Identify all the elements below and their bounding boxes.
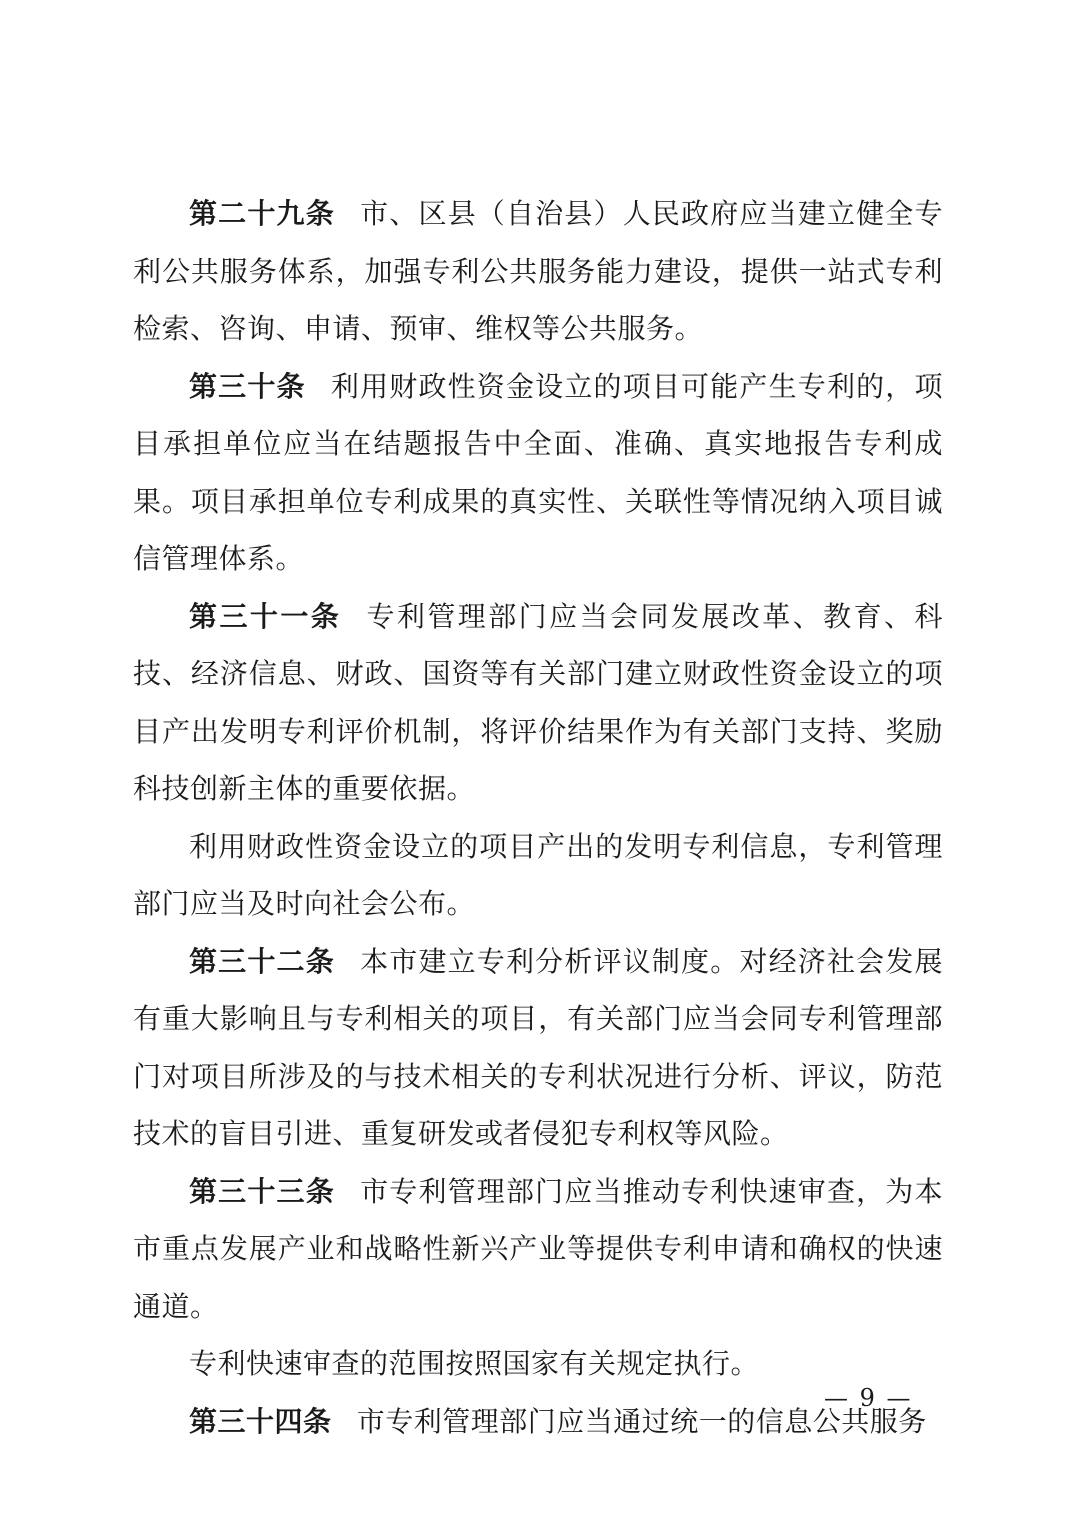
page-number: — 9 — [824,1384,913,1412]
article-text: 专利管理部门应当会同发展改革、教育、科技、经济信息、财政、国资等有关部门建立财政性资金设立的项目产出发明专利评价机制，将评价结果作为有关部门支持、奖励科技创新主体的重要依据。 [133,599,943,805]
article-number: 第三十二条 [189,944,335,978]
article-text: 市、区县（自治县）人民政府应当建立健全专利公共服务体系，加强专利公共服务能力建设，提供一站式专利检索、咨询、申请、预审、维权等公共服务。 [133,197,943,345]
paragraph-article-34 [133,1393,943,1451]
article-text: 利用财政性资金设立的项目产出的发明专利信息，专利管理部门应当及时向社会公布。 [133,829,943,920]
article-text: 本市建立专利分析评议制度。对经济社会发展有重大影响且与专利相关的项目，有关部门应当会同专利管理部门对项目所涉及的与技术相关的专利状况进行分析、评议，防范技术的盲目引进、重复研发或者侵犯专利权等风险。 [133,944,943,1150]
article-number: 第三十一条 [189,599,342,633]
document-body [133,185,943,1450]
paragraph-article-33 [133,1163,943,1336]
article-number: 第三十条 [189,369,306,403]
article-number: 第三十三条 [189,1174,335,1208]
paragraph-article-30 [133,358,943,588]
article-text: 利用财政性资金设立的项目可能产生专利的，项目承担单位应当在结题报告中全面、准确、真实地报告专利成果。项目承担单位专利成果的真实性、关联性等情况纳入项目诚信管理体系。 [133,369,943,575]
article-number: 第二十九条 [189,197,335,230]
article-number: 第三十四条 [189,1404,332,1438]
paragraph-article-29 [133,185,943,358]
article-text: 专利快速审查的范围按照国家有关规定执行。 [189,1347,760,1380]
paragraph-article-31-clause-2 [133,818,943,933]
paragraph-article-32 [133,933,943,1163]
paragraph-article-31 [133,588,943,818]
paragraph-article-33-clause-2 [133,1335,943,1393]
article-text: 市专利管理部门应当推动专利快速审查，为本市重点发展产业和战略性新兴产业等提供专利申请和确权的快速通道。 [133,1174,943,1323]
article-text: 市专利管理部门应当通过统一的信息公共服务 [356,1404,927,1438]
